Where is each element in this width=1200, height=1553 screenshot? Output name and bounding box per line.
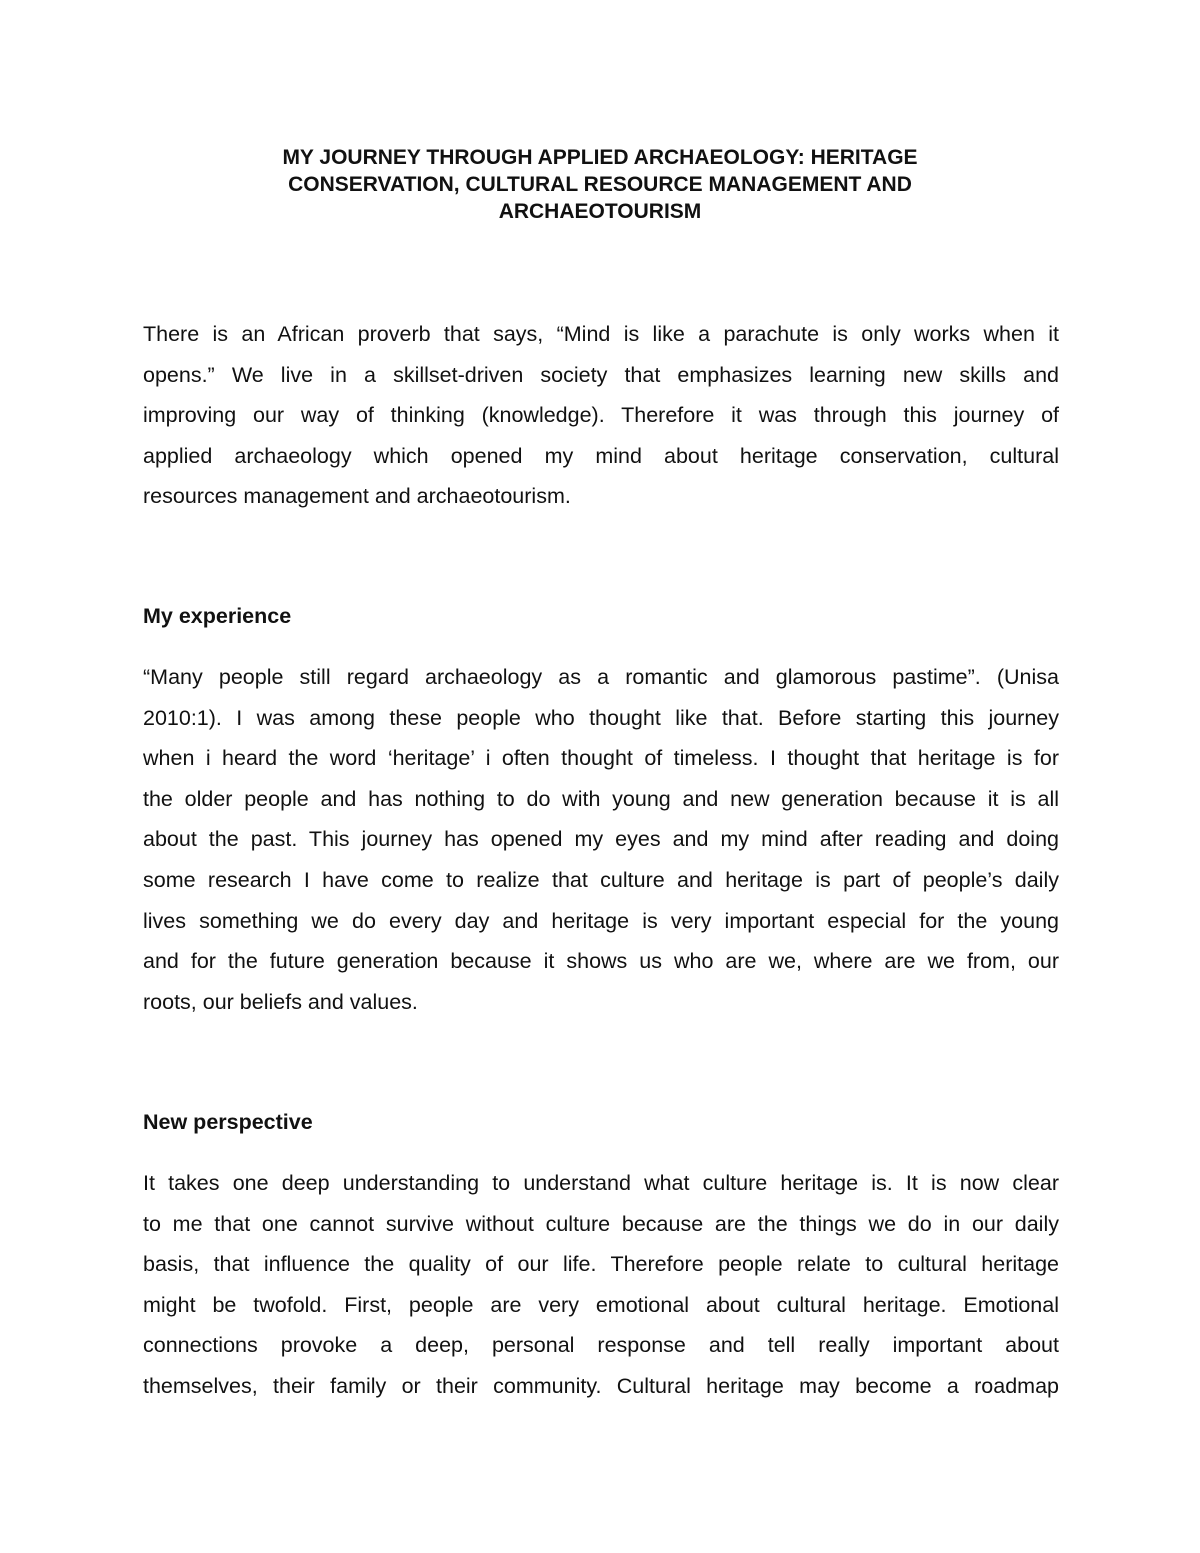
intro-paragraph — [143, 314, 1059, 517]
text-line: resources management and archaeotourism. — [143, 484, 571, 509]
text-line: There is an African proverb that says, “Mind is like a parachute is only works when it — [143, 322, 1059, 346]
text-line: might be twofold. First, people are very emotional about cultural heritage. Emotional — [143, 1292, 1059, 1317]
title-line: MY JOURNEY THROUGH APPLIED ARCHAEOLOGY: HERITAGE — [282, 146, 918, 169]
title-line: CONSERVATION, CULTURAL RESOURCE MANAGEMENT AND — [288, 173, 912, 196]
text-line: some research I have come to realize that culture and heritage is part of people’s daily — [143, 867, 1059, 892]
text-line: to me that one cannot survive without culture because are the things we do in our daily — [143, 1211, 1059, 1236]
section-heading-new-perspective: New perspective — [143, 1110, 313, 1134]
text-line: 2010:1). I was among these people who thought like that. Before starting this journey — [143, 705, 1059, 730]
text-line: themselves, their family or their community. Cultural heritage may become a roadmap — [143, 1373, 1059, 1398]
text-line: the older people and has nothing to do with young and new generation because it is all — [143, 786, 1059, 811]
title-line: ARCHAEOTOURISM — [498, 200, 702, 223]
new-perspective-paragraph — [143, 1163, 1059, 1407]
text-line: It takes one deep understanding to understand what culture heritage is. It is now clear — [143, 1171, 1059, 1195]
text-line: about the past. This journey has opened my eyes and my mind after reading and doing — [143, 827, 1059, 852]
text-line: when i heard the word ‘heritage’ i often thought of timeless. I thought that heritage is for — [143, 746, 1059, 771]
text-line: lives something we do every day and heritage is very important especial for the young — [143, 908, 1059, 933]
text-line: roots, our beliefs and values. — [143, 989, 418, 1014]
text-line: and for the future generation because it shows us who are we, where are we from, our — [143, 949, 1059, 974]
text-line: opens.” We live in a skillset-driven society that emphasizes learning new skills and — [143, 362, 1059, 387]
text-line: improving our way of thinking (knowledge). Therefore it was through this journey of — [143, 403, 1059, 428]
text-line: “Many people still regard archaeology as a romantic and glamorous pastime”. (Unisa — [143, 665, 1059, 689]
text-line: applied archaeology which opened my mind about heritage conservation, cultural — [143, 443, 1059, 468]
section-heading-my-experience: My experience — [143, 604, 292, 628]
document-title — [200, 144, 1000, 225]
text-line: basis, that influence the quality of our life. Therefore people relate to cultural heritage — [143, 1252, 1059, 1277]
text-line: connections provoke a deep, personal response and tell really important about — [143, 1333, 1059, 1358]
my-experience-paragraph — [143, 657, 1059, 1022]
